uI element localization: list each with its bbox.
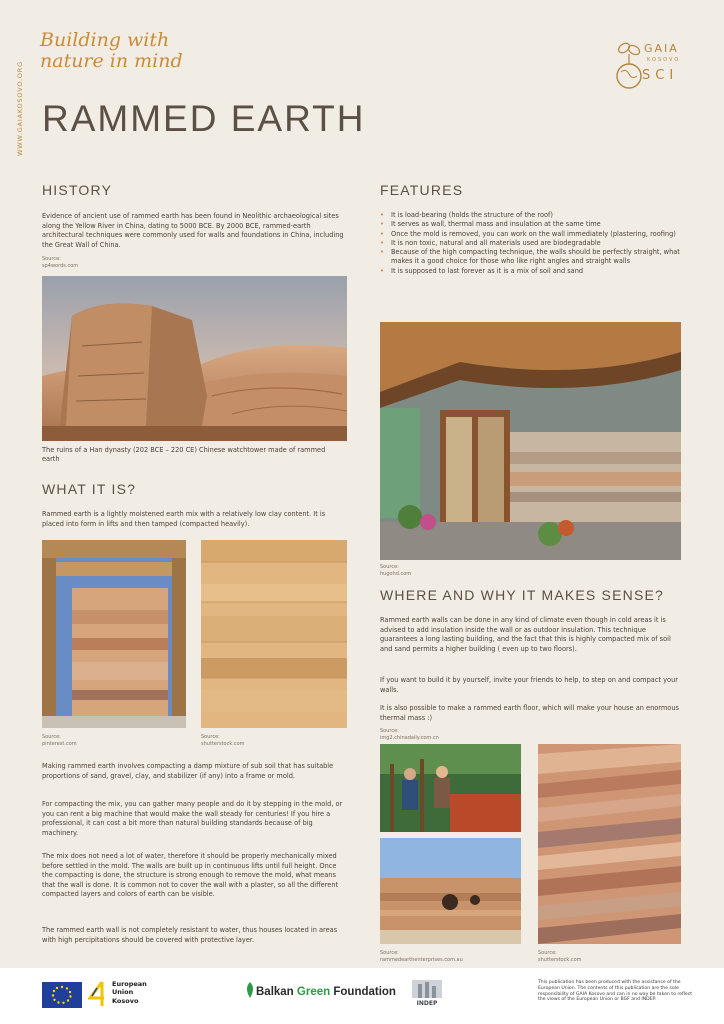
- source-label: Source:: [42, 256, 61, 262]
- what-paragraph-2: For compacting the mix, you can gather many people and do it by stepping in the mold, or you can rent a big machine that would make the wall steady for centuries! If you hire a professional, it can cost a bit more than natural building standards because of big machinery.: [42, 800, 343, 837]
- indep-text: INDEP: [416, 1000, 438, 1007]
- source-value: pinterest.com: [42, 740, 77, 747]
- what-paragraph-3: The mix does not need a lot of water, therefore it should be properly mechanically mixed before settled in the mold. The walls are built up in continuous lifts until full height. Once the compacting is done, the structure is strong enough to remove the mold, what means that the wall is done. It is common not to cover the wall with a plaster, so all the different compacted layers and colors of earth can be visible.: [42, 852, 339, 899]
- house-image: [380, 322, 681, 560]
- leaf-globe-icon: [614, 38, 644, 94]
- eu-flag-icon: [42, 982, 82, 1008]
- wall-construction-image: [42, 540, 186, 728]
- eu-label-line: Kosovo: [112, 996, 139, 1005]
- list-item: • It is non toxic, natural and all materials used are biodegradable: [380, 239, 680, 248]
- where-paragraph-3: It is also possible to make a rammed earth floor, which will make your house an enormous thermal mass :): [380, 704, 679, 722]
- workers-image: [380, 744, 521, 832]
- kosovo-4-icon: [88, 980, 110, 1008]
- history-body: Evidence of ancient use of rammed earth has been found in Neolithic archaeological sites along the Yellow River in China, dating to 5000 BCE. By 2000 BCE, rammed-earth architectural techniques were commonly used for walls and foundations in China, including the Great Wall of China.: [42, 212, 344, 249]
- bgf-logo: [256, 986, 396, 998]
- bgf-text-3: Foundation: [330, 986, 396, 998]
- eu-label-line: Union: [112, 988, 134, 997]
- source-label: Source:: [380, 950, 399, 956]
- what-body: Rammed earth is a lightly moistened earth mix with a relatively low clay content. It is placed into form in lifts and then tamped (compacted heavily).: [42, 510, 326, 528]
- where-paragraph-1: Rammed earth walls can be done in any kind of climate even though in cold areas it is advised to add insulation inside the wall or as outdoor insulation. This technique guarantees a long lasting building, and the fact that this is highly compacted mix of soil and sand permits a higher building ( even up to two floors).: [380, 616, 671, 653]
- what-source-1: [42, 734, 77, 747]
- logo-name: GAIA: [644, 42, 679, 55]
- list-item: • It is load-bearing (holds the structure of the roof): [380, 211, 680, 220]
- source-value: img2.chinadaily.com.cn: [380, 734, 439, 741]
- what-source-2: [201, 734, 245, 747]
- what-paragraph-1: Making rammed earth involves compacting a damp mixture of sub soil that has suitable proportions of sand, gravel, clay, and stabilizer (if any) into a frame or mold.: [42, 762, 334, 780]
- what-paragraph-4: The rammed earth wall is not completely resistant to water, thus houses located in areas with high percipitations should be covered with protective layer.: [42, 926, 338, 944]
- where-paragraph-2: If you want to build it by yourself, invite your friends to help, to step on and compact your walls.: [380, 676, 678, 694]
- eu-label: [112, 980, 147, 1005]
- earth-layers-image: [201, 540, 347, 728]
- indep-logo: [410, 978, 444, 1008]
- source-value: sp4words.com: [42, 262, 79, 269]
- history-source: [42, 256, 78, 269]
- page-title: RAMMED EARTH: [42, 98, 366, 139]
- list-item: • It is supposed to last forever as it is a mix of soil and sand: [380, 267, 680, 276]
- list-item: • It serves as wall, thermal mass and insulation at the same time: [380, 220, 680, 229]
- source-label: Source:: [538, 950, 557, 956]
- source-value: shutterstock.com: [201, 740, 245, 747]
- gaia-logo: [614, 38, 686, 94]
- where-source-3: [538, 950, 582, 963]
- features-list: [380, 211, 680, 276]
- bgf-text-1: Balkan: [256, 986, 297, 998]
- layered-wall-image: [538, 744, 681, 944]
- source-value: rammedearthenterprises.com.au: [380, 956, 463, 963]
- side-url: [14, 40, 26, 160]
- eu-label-line: European: [112, 980, 147, 988]
- side-url-text: WWW.GAIAKOSOVO.ORG: [16, 61, 24, 156]
- source-label: Source:: [201, 734, 220, 740]
- house-source: [380, 564, 411, 577]
- features-heading: FEATURES: [380, 182, 464, 198]
- list-item: • Once the mold is removed, you can work on the wall immediately (plastering, roofing): [380, 230, 680, 239]
- tagline: [40, 30, 183, 72]
- watchtower-image: [42, 276, 347, 441]
- source-value: shutterstock.com: [538, 956, 582, 963]
- bgf-leaf-icon: [244, 980, 256, 1000]
- source-label: Source:: [42, 734, 61, 740]
- source-value: hugohd.com: [380, 570, 412, 577]
- long-wall-image: [380, 838, 521, 944]
- where-source-1: [380, 728, 439, 741]
- what-heading: WHAT IT IS?: [42, 481, 137, 497]
- source-label: Source:: [380, 728, 399, 734]
- logo-sub: KOSOVO: [647, 57, 681, 63]
- watchtower-caption: The ruins of a Han dynasty (202 BCE – 220 CE) Chinese watchtower made of rammed earth: [42, 446, 326, 463]
- source-label: Source:: [380, 564, 399, 570]
- where-source-2: [380, 950, 463, 963]
- history-heading: HISTORY: [42, 182, 113, 198]
- disclaimer: This publication has been produced with the assistance of the European Union. The contents of this publication are the sole responsibility of GAIA Kosovo and can in no way be taken to reflect the views of the European Union or BGF and INDEP.: [538, 980, 693, 1003]
- where-heading: WHERE AND WHY IT MAKES SENSE?: [380, 587, 665, 603]
- logo-sci: SCI: [642, 68, 679, 83]
- bgf-text-2: Green: [296, 986, 331, 998]
- tagline-line-2: nature in mind: [40, 50, 183, 72]
- tagline-line-1: Building with: [40, 29, 170, 51]
- list-item: • Because of the high compacting technique, the walls should be perfectly straight, what makes it a good choice for those who like right angles and straight walls: [380, 248, 680, 267]
